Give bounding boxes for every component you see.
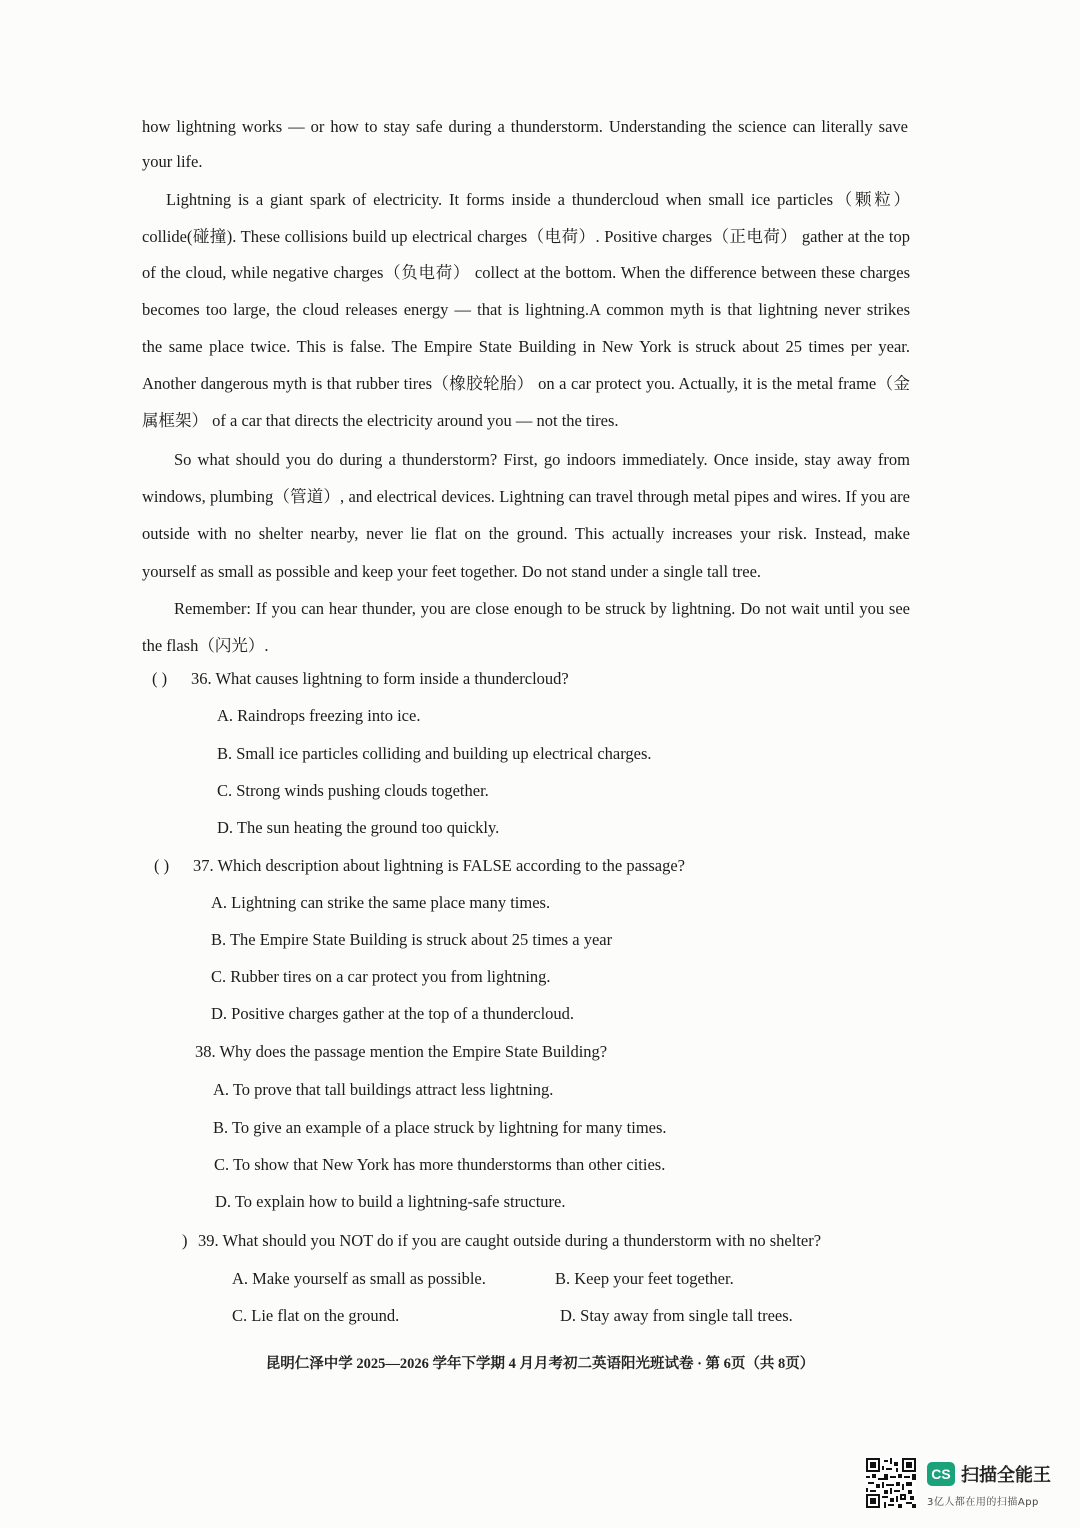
option-a[interactable]: A. Lightning can strike the same place many times. xyxy=(211,893,551,912)
passage-line: 属框架） of a car that directs the electricity around you — not the tires. xyxy=(142,411,619,430)
option-b[interactable]: B. Keep your feet together. xyxy=(555,1269,734,1288)
passage-line: your life. xyxy=(142,152,203,171)
option-a[interactable]: A. Raindrops freezing into ice. xyxy=(217,706,421,725)
option-a[interactable]: A. Make yourself as small as possible. xyxy=(232,1269,486,1288)
option-c[interactable]: C. To show that New York has more thunderstorms than other cities. xyxy=(214,1155,666,1174)
passage-line: the flash（闪光）. xyxy=(142,636,269,655)
passage-line: So what should you do during a thunderstorm? First, go indoors immediately. Once inside, stay away from xyxy=(174,450,910,469)
passage-line: windows, plumbing（管道）, and electrical devices. Lightning can travel through metal pipes and wires. If you are xyxy=(142,487,910,506)
option-b[interactable]: B. Small ice particles colliding and building up electrical charges. xyxy=(217,744,652,763)
passage-line: Remember: If you can hear thunder, you are close enough to be struck by lightning. Do not wait until you see xyxy=(174,599,910,618)
option-c[interactable]: C. Strong winds pushing clouds together. xyxy=(217,781,489,800)
question-stem: 37. Which description about lightning is FALSE according to the passage? xyxy=(193,856,686,875)
option-d[interactable]: D. Positive charges gather at the top of a thundercloud. xyxy=(211,1004,575,1023)
app-name: 扫描全能王 xyxy=(961,1465,1051,1486)
passage-line: Lightning is a giant spark of electricity. It forms inside a thundercloud when small ice particles（颗粒） xyxy=(166,190,910,209)
answer-bracket[interactable]: ) xyxy=(182,1231,188,1250)
option-c[interactable]: C. Lie flat on the ground. xyxy=(232,1306,400,1325)
passage-line: yourself as small as possible and keep your feet together. Do not stand under a single tall tree. xyxy=(142,562,762,581)
option-b[interactable]: B. To give an example of a place struck by lightning for many times. xyxy=(213,1118,667,1137)
app-slogan: 3亿人都在用的扫描App xyxy=(927,1497,1039,1508)
qr-code-icon xyxy=(866,1458,916,1508)
answer-bracket[interactable]: ( ) xyxy=(152,669,168,688)
option-d[interactable]: D. The sun heating the ground too quickly. xyxy=(217,818,500,837)
passage-line: how lightning works — or how to stay safe during a thunderstorm. Understanding the science can literally save xyxy=(142,117,908,136)
option-c[interactable]: C. Rubber tires on a car protect you from lightning. xyxy=(211,967,551,986)
passage-line: the same place twice. This is false. The Empire State Building in New York is struck about 25 times per year. xyxy=(142,337,910,356)
option-b[interactable]: B. The Empire State Building is struck about 25 times a year xyxy=(211,930,613,949)
passage-line: Another dangerous myth is that rubber tires（橡胶轮胎） on a car protect you. Actually, it is the metal frame（金 xyxy=(142,374,910,393)
option-a[interactable]: A. To prove that tall buildings attract less lightning. xyxy=(213,1080,554,1099)
page-footer: 昆明仁泽中学 2025—2026 学年下学期 4 月月考初二英语阳光班试卷 · 第 6页（共 8页） xyxy=(265,1356,815,1372)
passage-line: outside with no shelter nearby, never lie flat on the ground. This actually increases your risk. Instead, make xyxy=(142,524,910,543)
option-d[interactable]: D. Stay away from single tall trees. xyxy=(560,1306,793,1325)
question-stem: 38. Why does the passage mention the Empire State Building? xyxy=(195,1042,608,1061)
answer-bracket[interactable]: ( ) xyxy=(154,856,170,875)
option-d[interactable]: D. To explain how to build a lightning-safe structure. xyxy=(215,1192,566,1211)
question-stem: 36. What causes lightning to form inside a thundercloud? xyxy=(191,669,569,688)
passage-line: collide(碰撞). These collisions build up electrical charges（电荷）. Positive charges（正电荷） gather at the top xyxy=(142,227,910,246)
passage-line: becomes too large, the cloud releases energy — that is lightning.A common myth is that lightning never strikes xyxy=(142,300,910,319)
camscanner-logo: CS xyxy=(927,1462,955,1486)
question-stem: 39. What should you NOT do if you are caught outside during a thunderstorm with no shelter? xyxy=(198,1231,822,1250)
passage-line: of the cloud, while negative charges（负电荷） collect at the bottom. When the difference between these charges xyxy=(142,263,910,282)
